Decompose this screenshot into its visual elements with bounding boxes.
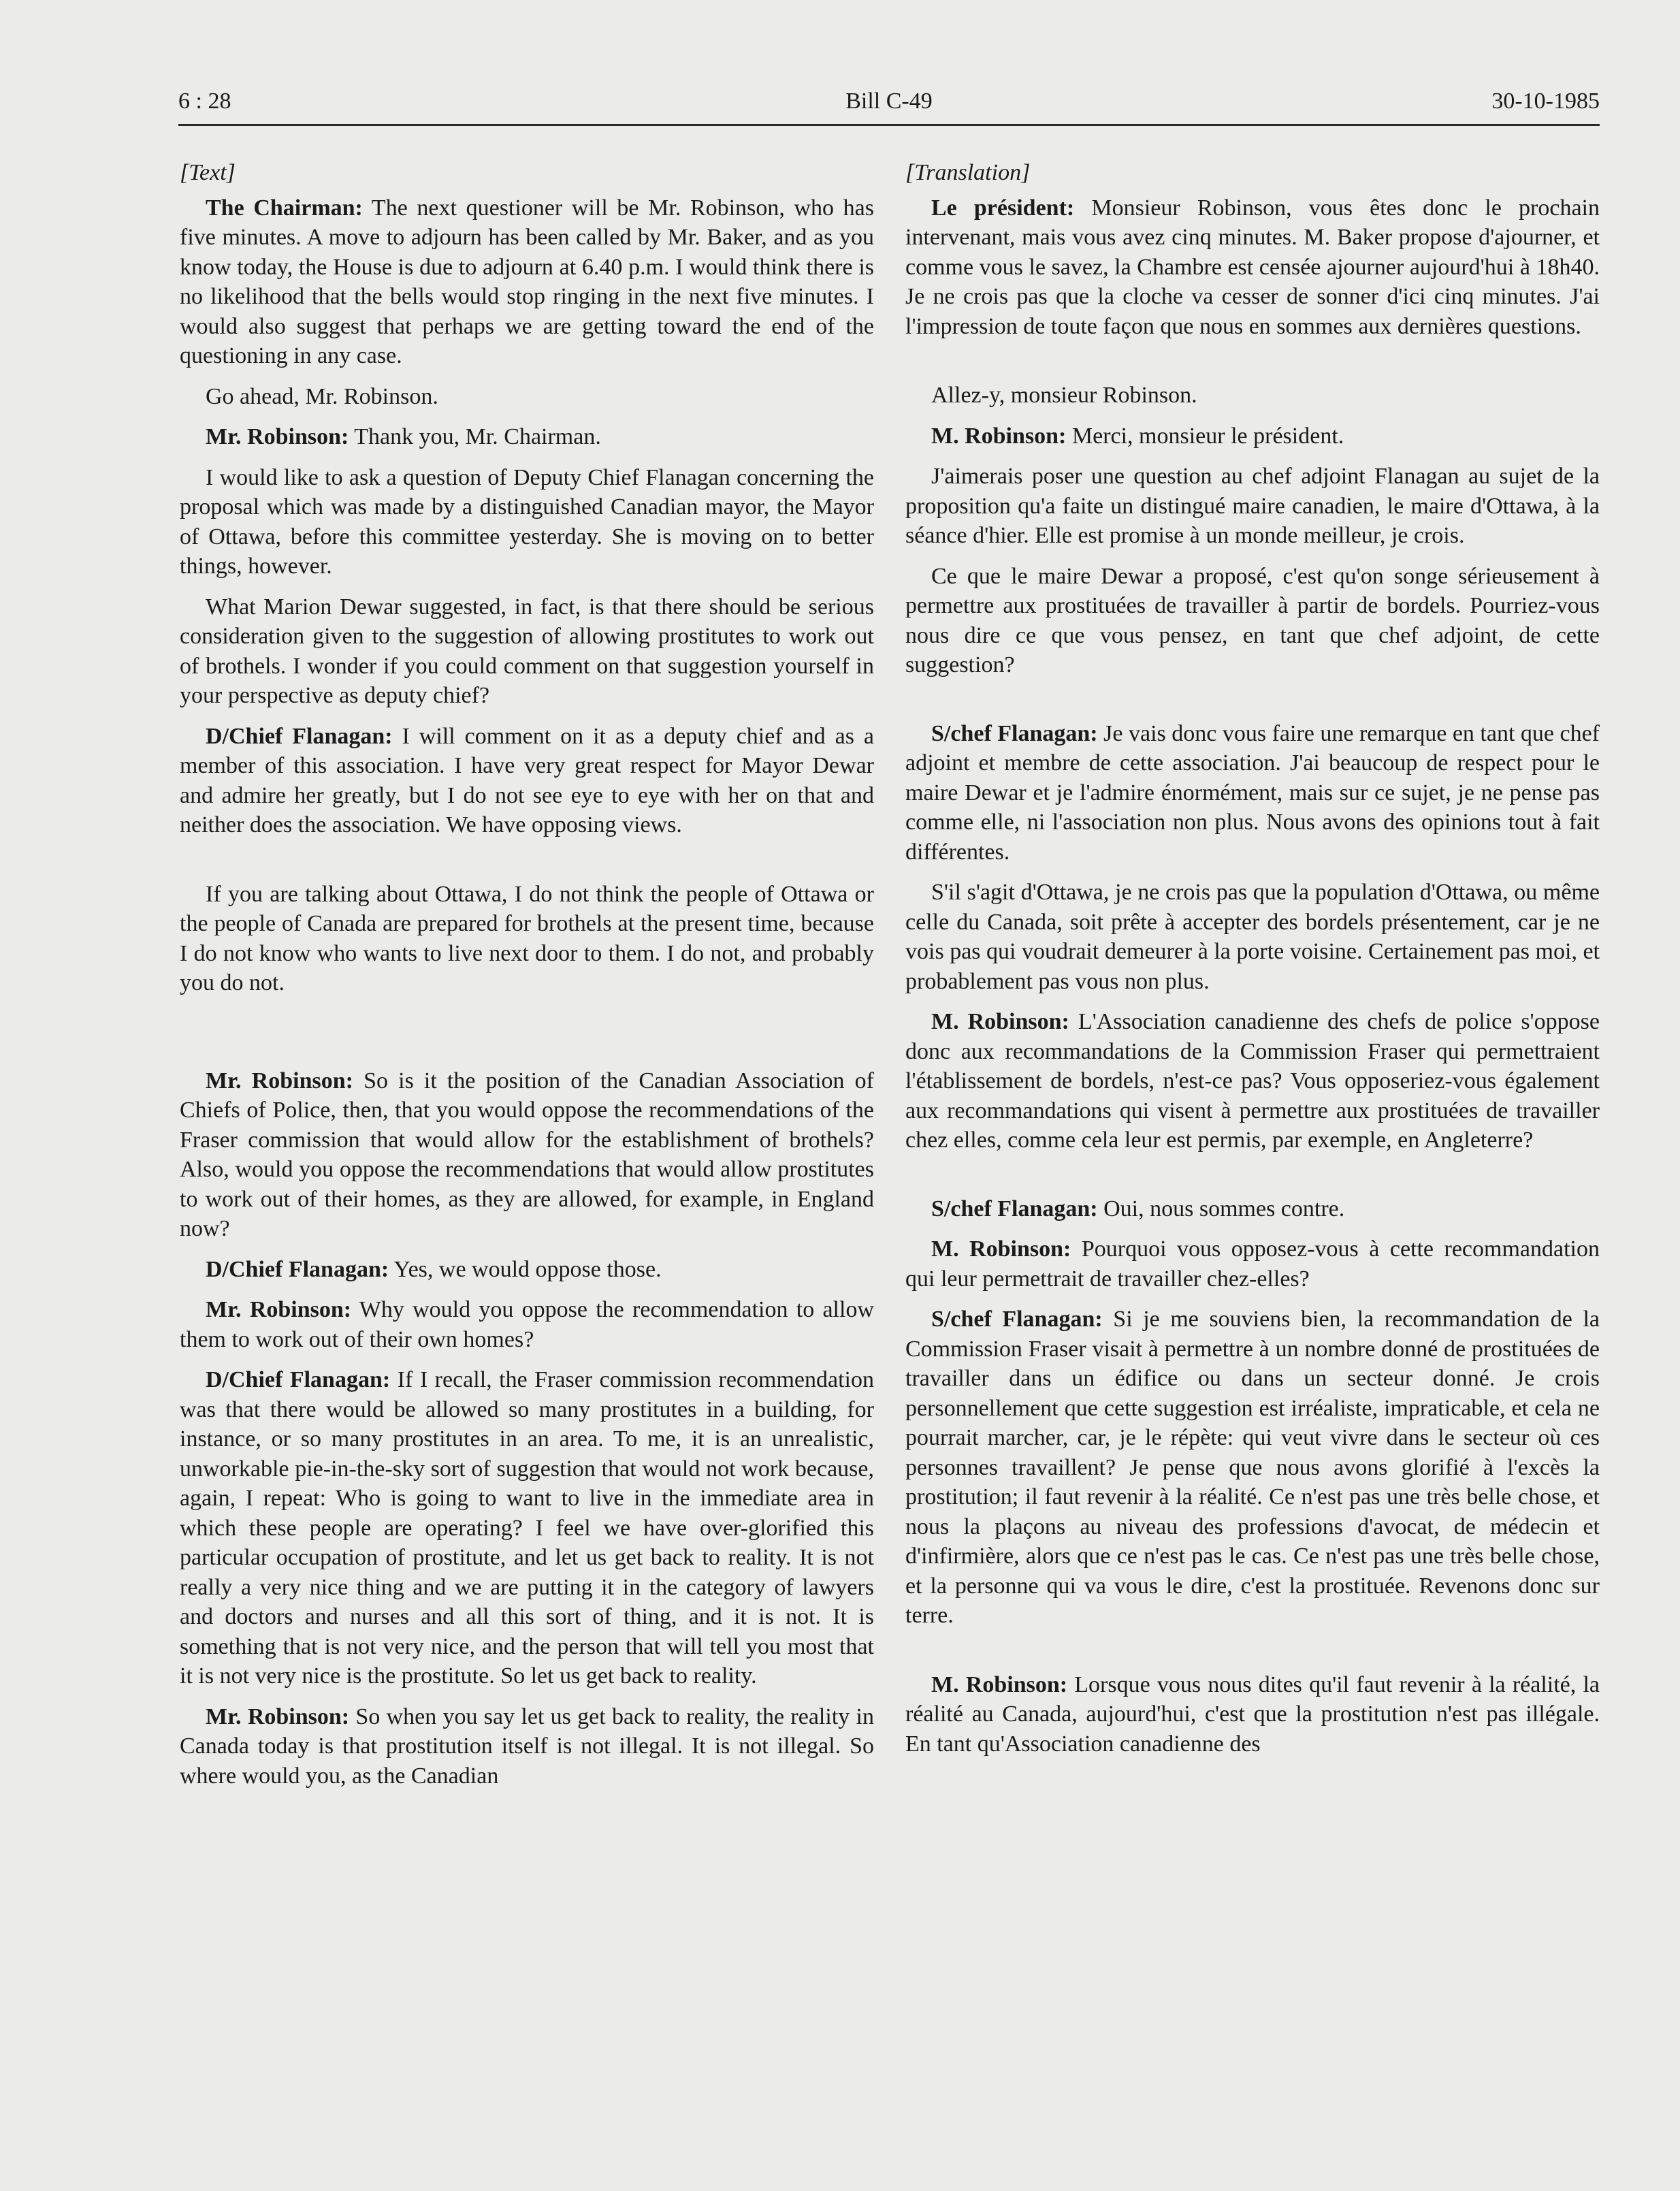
paragraph-text: S'il s'agit d'Ottawa, je ne crois pas que la population d'Ottawa, ou même celle du Canada, soit prête à accepter des bordels présentement, car je ne vois pas qui voudrait demeurer à la porte voisine. Certainement pas moi, et probablement pas vous non plus.	[905, 880, 1600, 994]
paragraph-text: Lorsque vous nous dites qu'il faut revenir à la réalité, la réalité au Canada, aujourd'hui, c'est que la prostitution n'est pas illégale. En tant qu'Association canadienne des	[905, 1672, 1600, 1757]
paragraph-text: Je vais donc vous faire une remarque en tant que chef adjoint et membre de cette association. J'ai beaucoup de respect pour le maire Dewar et je l'admire énormément, mais sur ce sujet, je ne pense pas comme elle, ni l'association non plus. Nous avons des opinions tout à fait différentes.	[905, 720, 1600, 865]
paragraph	[905, 878, 1600, 996]
speaker-name: D/Chief Flanagan:	[206, 1367, 391, 1392]
speaker-name: The Chairman:	[206, 195, 363, 221]
paragraph	[180, 382, 874, 412]
document-title: Bill C-49	[845, 89, 933, 114]
paragraph	[180, 592, 874, 711]
paragraph-text: So is it the position of the Canadian Association of Chiefs of Police, then, that you would oppose the recommendations of the Fraser commission that would allow for the establishment of brothels? Also, would you oppose the recommendations that would allow prostitutes to work out of their homes, as they are allowed, for example, in England now?	[180, 1068, 875, 1241]
paragraph	[180, 1066, 874, 1244]
speaker-name: Mr. Robinson:	[206, 1068, 353, 1093]
paragraph	[905, 381, 1600, 411]
english-column	[180, 158, 874, 1802]
speaker-name: Mr. Robinson:	[206, 1297, 352, 1322]
paragraph-text: Yes, we would oppose those.	[389, 1256, 662, 1282]
paragraph-text: If I recall, the Fraser commission recommendation was that there would be allowed so many prostitutes in a building, for instance, or so many prostitutes in an area. To me, it is an unrealistic, unworkable pie-in-the-sky sort of suggestion that would not work because, again, I repeat: Who is going to want to live in the immediate area in which these people are operating? I feel we have over-glorified this particular occupation of prostitute, and let us get back to reality. It is not really a very nice thing and we are putting it in the category of lawyers and doctors and nurses and all this sort of thing, and it is not. It is something that is not very nice, and the person that will tell you most that it is not very nice is the prostitute. So let us get back to reality.	[180, 1367, 874, 1689]
paragraph-text: So when you say let us get back to reality, the reality in Canada today is that prostitution itself is not illegal. It is not illegal. So where would you, as the Canadian	[180, 1704, 874, 1789]
document-date: 30-10-1985	[1491, 89, 1600, 114]
speaker-name: M. Robinson:	[931, 1236, 1071, 1262]
paragraph	[905, 421, 1600, 451]
paragraph	[180, 193, 874, 371]
paragraph-text: L'Association canadienne des chefs de police s'oppose donc aux recommandations de la Commission Fraser qui permettraient l'établissement de bordels, n'est-ce pas? Vous opposeriez-vous également aux recommandations qui visent à permettre aux prostituées de travailler chez elles, comme cela leur est permis, par exemple, en Angleterre?	[905, 1009, 1600, 1153]
paragraph-text: The next questioner will be Mr. Robinson, who has five minutes. A move to adjourn has been called by Mr. Baker, and as you know today, the House is due to adjourn at 6.40 p.m. I would think there is no likelihood that the bells would stop ringing in the next five minutes. I would also suggest that perhaps we are getting toward the end of the questioning in any case.	[180, 195, 875, 368]
speaker-name: S/chef Flanagan:	[931, 720, 1098, 746]
paragraph-text: What Marion Dewar suggested, in fact, is that there should be serious consideration given to the suggestion of allowing prostitutes to work out of brothels. I wonder if you could comment on that suggestion yourself in your perspective as deputy chief?	[180, 594, 874, 708]
paragraph-text: Go ahead, Mr. Robinson.	[206, 383, 438, 409]
page-header	[178, 89, 1600, 124]
paragraph	[905, 562, 1600, 680]
paragraph-text: Si je me souviens bien, la recommandation de la Commission Fraser visait à permettre à un nombre donné de prostituées de travailler dans un édifice ou dans un secteur donné. Je crois personnellement que cette suggestion est irréaliste, impraticable, et cela ne pourrait marcher, car, je le répète: qui veut vivre dans le secteur où ces personnes travaillent? Je pense que nous avons glorifié à l'excès la prostitution; il faut revenir à la réalité. Ce n'est pas une très belle chose, et nous la plaçons au niveau des professions d'avocat, de médecin et d'infirmière, alors que ce n'est pas le cas. Ce n'est pas une très belle chose, et la personne qui va vous le dire, c'est la prostituée. Revenons donc sur terre.	[905, 1307, 1600, 1628]
paragraph	[905, 1194, 1600, 1224]
paragraph-text: I would like to ask a question of Deputy Chief Flanagan concerning the proposal which was made by a distinguished Canadian mayor, the Mayor of Ottawa, before this committee yesterday. She is moving on to better things, however.	[180, 464, 874, 579]
paragraph	[905, 462, 1600, 551]
speaker-name: Le président:	[931, 195, 1075, 221]
paragraph	[180, 1365, 874, 1691]
speaker-name: D/Chief Flanagan:	[206, 1256, 389, 1282]
speaker-name: M. Robinson:	[931, 1672, 1068, 1697]
paragraph-text: Why would you oppose the recommendation to allow them to work out of their own homes?	[180, 1297, 874, 1352]
paragraph-text: Allez-y, monsieur Robinson.	[931, 383, 1197, 408]
header-divider	[178, 124, 1600, 126]
paragraph	[905, 1305, 1600, 1631]
french-column	[905, 158, 1600, 1770]
speaker-name: S/chef Flanagan:	[931, 1307, 1103, 1332]
paragraph-text: Oui, nous sommes contre.	[1097, 1196, 1345, 1221]
paragraph	[180, 463, 874, 581]
paragraph-text: J'aimerais poser une question au chef adjoint Flanagan au sujet de la proposition qu'a faite un distingué maire canadien, le maire d'Ottawa, à la séance d'hier. Elle est promise à un monde meilleur, je crois.	[905, 464, 1600, 548]
speaker-name: Mr. Robinson:	[206, 1704, 350, 1729]
paragraph	[905, 719, 1600, 867]
speaker-name: M. Robinson:	[931, 1009, 1069, 1034]
page-number: 6 : 28	[178, 89, 231, 114]
paragraph	[180, 1255, 874, 1285]
speaker-name: D/Chief Flanagan:	[206, 723, 393, 749]
paragraph-text: Pourquoi vous opposez-vous à cette recommandation qui leur permettrait de travailler chez-elles?	[905, 1236, 1600, 1292]
speaker-name: S/chef Flanagan:	[931, 1196, 1098, 1221]
speaker-name: M. Robinson:	[931, 423, 1067, 449]
paragraph	[905, 1670, 1600, 1759]
paragraph-text: Monsieur Robinson, vous êtes donc le prochain intervenant, mais vous avez cinq minutes. M. Baker propose d'ajourner, et comme vous le savez, la Chambre est censée ajourner aujourd'hui à 18h40. Je ne crois pas que la cloche va cesser de sonner d'ici cinq minutes. J'ai l'impression de toute façon que nous en sommes aux dernières questions.	[905, 195, 1600, 339]
paragraph-text: I will comment on it as a deputy chief and as a member of this association. I have very great respect for Mayor Dewar and admire her greatly, but I do not see eye to eye with her on that and neither does the association. We have opposing views.	[180, 723, 874, 837]
paragraph	[905, 193, 1600, 342]
paragraph-text: If you are talking about Ottawa, I do not think the people of Ottawa or the people of Canada are prepared for brothels at the present time, because I do not know who wants to live next door to them. I do not, and probably you do not.	[180, 881, 874, 995]
paragraph-text: Thank you, Mr. Chairman.	[349, 424, 601, 449]
paragraph	[905, 1234, 1600, 1294]
speaker-name: Mr. Robinson:	[206, 424, 349, 449]
paragraph	[180, 722, 874, 840]
paragraph	[180, 880, 874, 998]
paragraph	[180, 1295, 874, 1354]
french-column-label: [Translation]	[905, 160, 1031, 185]
paragraph	[180, 422, 874, 452]
paragraph	[905, 1007, 1600, 1155]
paragraph-text: Merci, monsieur le président.	[1066, 423, 1344, 449]
paragraph-text: Ce que le maire Dewar a proposé, c'est qu'on songe sérieusement à permettre aux prostituées de travailler à partir de bordels. Pourriez-vous nous dire ce que vous pensez, en tant que chef adjoint, de cette suggestion?	[905, 563, 1600, 677]
english-column-label: [Text]	[180, 160, 236, 185]
paragraph	[180, 1702, 874, 1791]
